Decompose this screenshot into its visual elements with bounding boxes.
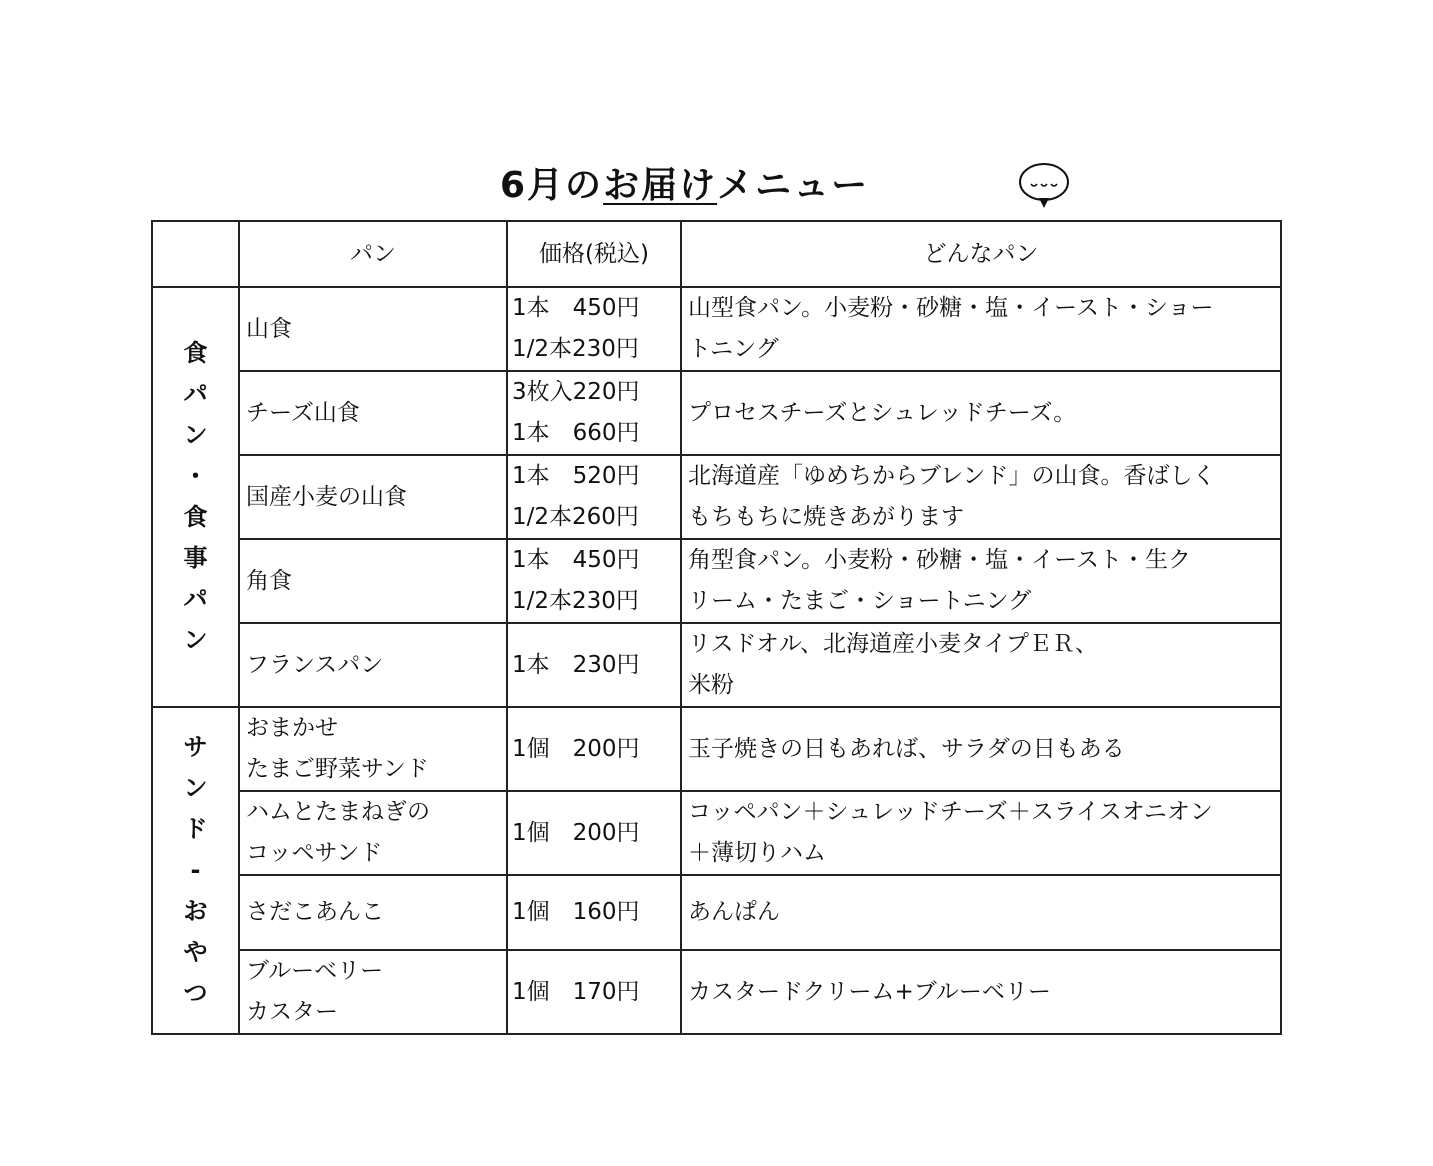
bread-price: 1本 450円 1/2本230円 xyxy=(507,287,681,371)
bread-price: 1個 200円 xyxy=(507,707,681,791)
title-prefix: 6月の xyxy=(500,165,604,206)
category-label: サ ン ド - お や つ xyxy=(183,732,208,1007)
bread-name: フランスパン xyxy=(239,623,507,707)
bread-price: 1個 200円 xyxy=(507,791,681,875)
bread-description: あんぱん xyxy=(681,875,1281,950)
bread-name: おまかせ たまご野菜サンド xyxy=(239,707,507,791)
bread-name: ブルーベリー カスター xyxy=(239,950,507,1034)
bread-price: 1本 520円 1/2本260円 xyxy=(507,455,681,539)
bread-price: 1個 160円 xyxy=(507,875,681,950)
bread-price: 3枚入220円 1本 660円 xyxy=(507,371,681,455)
bread-description: リスドオル、北海道産小麦タイプＥＲ、 米粉 xyxy=(681,623,1281,707)
table-row xyxy=(152,623,1281,707)
title-underlined: お届け xyxy=(603,165,718,206)
table-row xyxy=(152,875,1281,950)
category-sandwich-snack xyxy=(152,707,239,1034)
table-row xyxy=(152,950,1281,1034)
bread-name: 国産小麦の山食 xyxy=(239,455,507,539)
bread-description: 北海道産「ゆめちからブレンド」の山食。香ばしく もちもちに焼きあがります xyxy=(681,455,1281,539)
bread-description: 玉子焼きの日もあれば、サラダの日もある xyxy=(681,707,1281,791)
bread-name: 山食 xyxy=(239,287,507,371)
bread-description: カスタードクリーム+ブルーベリー xyxy=(681,950,1281,1034)
title-suffix: メニュー xyxy=(717,165,870,206)
bread-name: ハムとたまねぎの コッペサンド xyxy=(239,791,507,875)
table-row xyxy=(152,539,1281,623)
table-row xyxy=(152,455,1281,539)
header-bread: パン xyxy=(239,221,507,287)
table-row xyxy=(152,791,1281,875)
header-description: どんなパン xyxy=(681,221,1281,287)
bread-description: プロセスチーズとシュレッドチーズ。 xyxy=(681,371,1281,455)
speech-bubble-icon xyxy=(1016,160,1072,212)
bread-description: 角型食パン。小麦粉・砂糖・塩・イースト・生ク リーム・たまご・ショートニング xyxy=(681,539,1281,623)
header-row xyxy=(152,221,1281,287)
header-category xyxy=(152,221,239,287)
table-row xyxy=(152,287,1281,371)
header-price: 価格(税込) xyxy=(507,221,681,287)
bread-description: 山型食パン。小麦粉・砂糖・塩・イースト・ショー トニング xyxy=(681,287,1281,371)
table-row xyxy=(152,371,1281,455)
category-shokupan xyxy=(152,287,239,707)
bread-price: 1本 450円 1/2本230円 xyxy=(507,539,681,623)
bread-name: 角食 xyxy=(239,539,507,623)
bread-name: チーズ山食 xyxy=(239,371,507,455)
page-title xyxy=(500,158,930,214)
bread-price: 1本 230円 xyxy=(507,623,681,707)
table-row xyxy=(152,707,1281,791)
category-label: 食 パ ン ・ 食 事 パ ン xyxy=(183,338,208,654)
bread-price: 1個 170円 xyxy=(507,950,681,1034)
bread-name: さだこあんこ xyxy=(239,875,507,950)
bread-description: コッペパン＋シュレッドチーズ＋スライスオニオン ＋薄切りハム xyxy=(681,791,1281,875)
menu-table xyxy=(151,220,1282,1035)
